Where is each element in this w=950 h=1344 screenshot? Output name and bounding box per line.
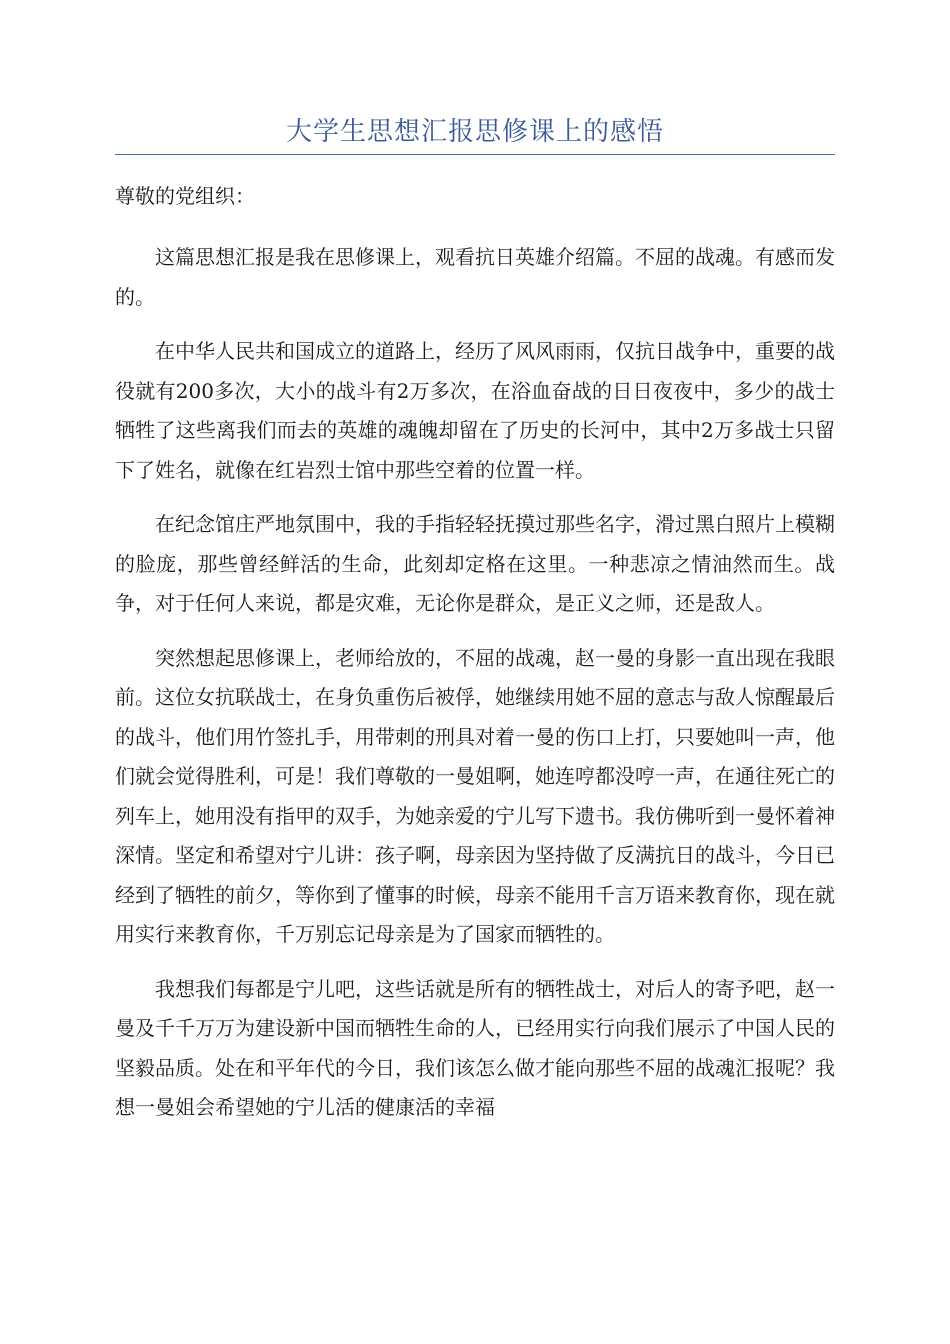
title-underline <box>115 154 835 155</box>
document-body <box>115 176 835 1128</box>
document-title: 大学生思想汇报思修课上的感悟 <box>285 117 664 147</box>
paragraph-5: 我想我们每都是宁儿吧，这些话就是所有的牺牲战士，对后人的寄予吧，赵一曼及千千万万为建设新中国而牺牲生命的人，已经用实行向我们展示了中国人民的坚毅品质。处在和平年代的今日，我们该怎么做才能向那些不屈的战魂汇报呢？我想一曼姐会希望她的宁儿活的健康活的幸福 <box>115 976 835 1119</box>
paragraph-3: 在纪念馆庄严地氛围中，我的手指轻轻抚摸过那些名字，滑过黑白照片上模糊的脸庞，那些曾经鲜活的生命，此刻却定格在这里。一种悲凉之情油然而生。战争，对于任何人来说，都是灾难，无论你是群众，是正义之师，还是敌人。 <box>115 512 835 615</box>
salutation: 尊敬的党组织： <box>115 184 255 208</box>
paragraph-1: 这篇思想汇报是我在思修课上，观看抗日英雄介绍篇。不屈的战魂。有感而发的。 <box>115 245 835 309</box>
paragraph-4: 突然想起思修课上，老师给放的，不屈的战魂，赵一曼的身影一直出现在我眼前。这位女抗联战士，在身负重伤后被俘，她继续用她不屈的意志与敌人惊醒最后的战斗，他们用竹签扎手，用带刺的刑具对着一曼的伤口上打，只要她叫一声，他们就会觉得胜利，可是！我们尊敬的一曼姐啊，她连哼都没哼一声，在通往死亡的列车上，她用没有指甲的双手，为她亲爱的宁儿写下遗书。我仿佛听到一曼怀着神深情。坚定和希望对宁儿讲：孩子啊，母亲因为坚持做了反满抗日的战斗，今日已经到了牺牲的前夕，等你到了懂事的时候，母亲不能用千言万语来教育你，现在就用实行来教育你，千万别忘记母亲是为了国家而牺牲的。 <box>115 645 835 946</box>
paragraph-2: 在中华人民共和国成立的道路上，经历了风风雨雨，仅抗日战争中，重要的战役就有200多次，大小的战斗有2万多次，在浴血奋战的日日夜夜中，多少的战士牺牲了这些离我们而去的英雄的魂魄却留在了历史的长河中，其中2万多战士只留下了姓名，就像在红岩烈士馆中那些空着的位置一样。 <box>115 339 835 482</box>
